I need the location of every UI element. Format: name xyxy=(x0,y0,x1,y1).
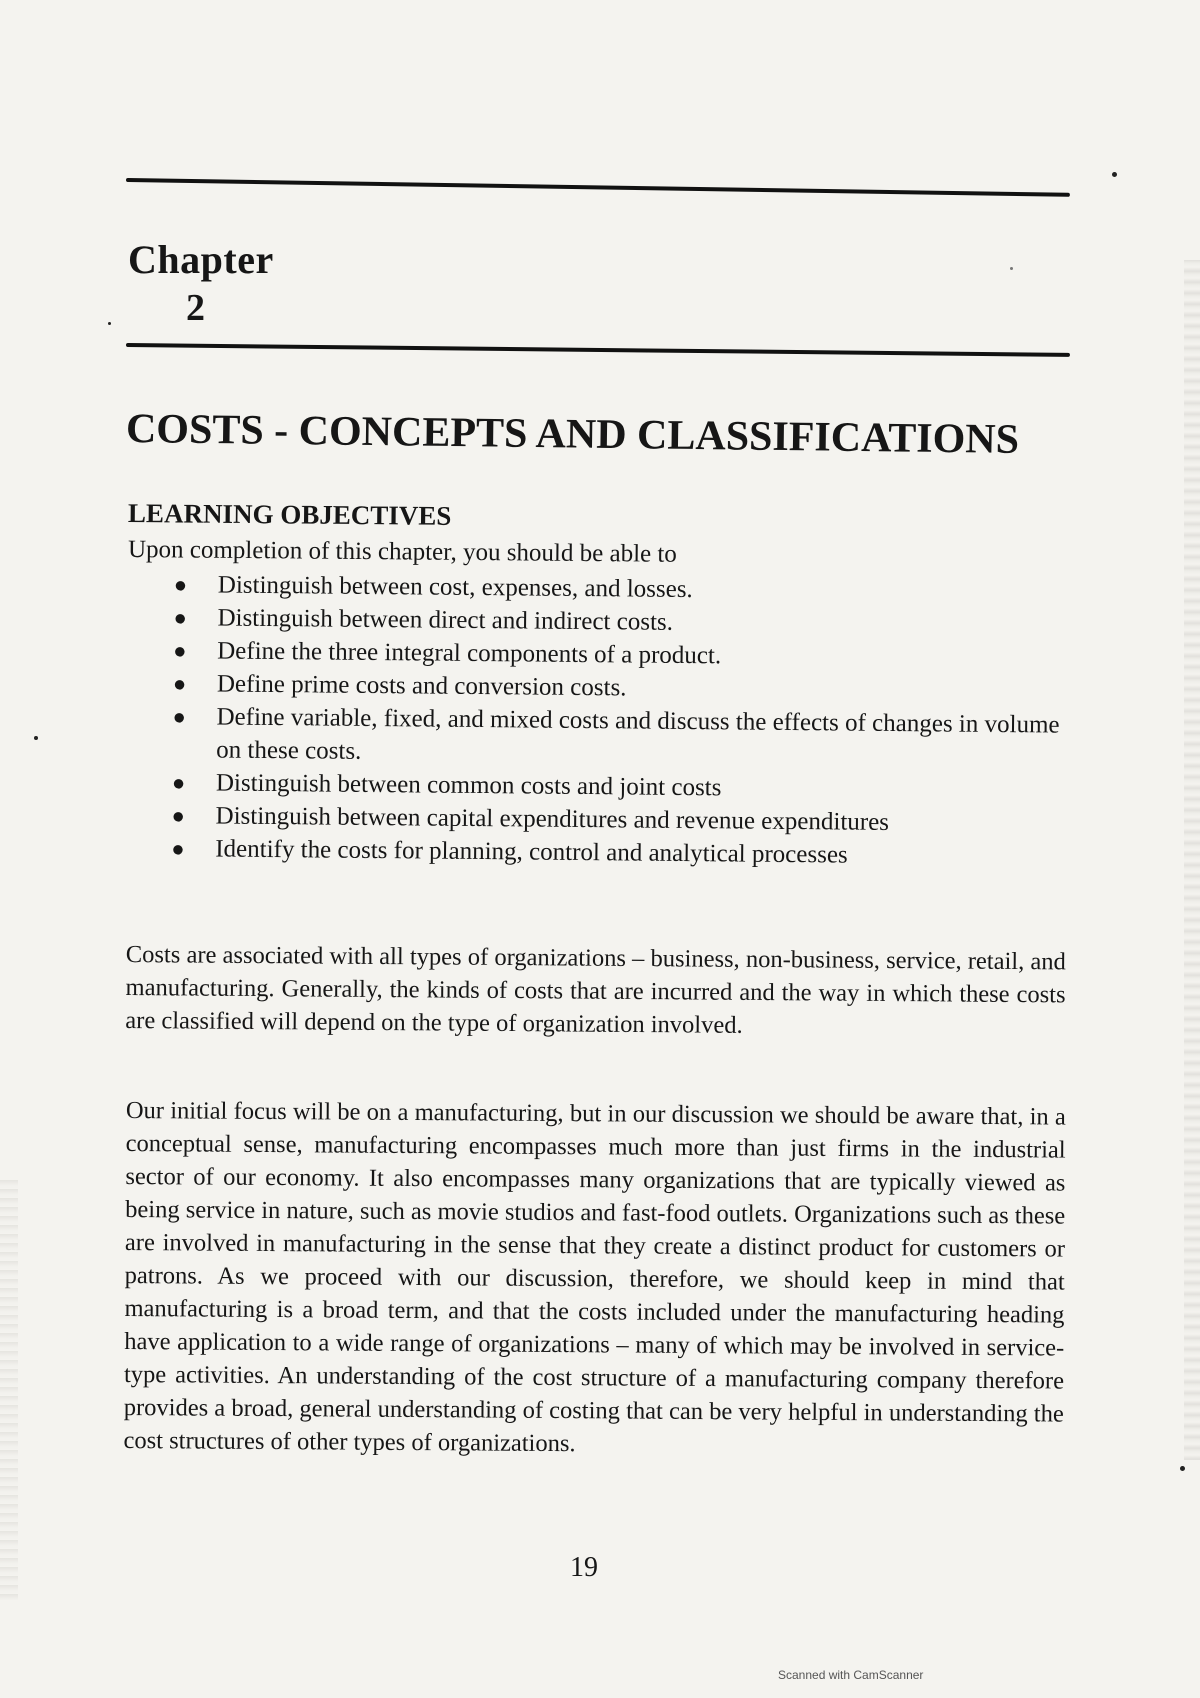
chapter-rule-top xyxy=(126,178,1070,197)
chapter-label: Chapter xyxy=(128,237,274,282)
bullet-icon: ● xyxy=(172,671,187,697)
scan-speck xyxy=(1180,1466,1185,1471)
scanner-watermark: Scanned with CamScanner xyxy=(778,1668,924,1682)
body-paragraph-1: Costs are associated with all types of organizations – business, non-business, service, retail, and manufacturing. Generally, the kinds of costs that are incurred and the way in which these costs are classified will depend on the type of organization involved. xyxy=(125,940,1066,1039)
scan-edge-artifact xyxy=(1184,260,1200,1460)
learning-objectives-list xyxy=(165,568,1068,874)
bullet-icon: ● xyxy=(171,770,186,796)
learning-objectives-heading: LEARNING OBJECTIVES xyxy=(127,498,452,531)
objective-text: Distinguish between common costs and joint costs xyxy=(215,769,722,802)
learning-objectives-intro: Upon completion of this chapter, you should be able to xyxy=(127,536,677,568)
bullet-icon: ● xyxy=(171,836,185,862)
objective-item xyxy=(166,700,1067,775)
bullet-icon: ● xyxy=(173,605,187,631)
objective-text: Distinguish between direct and indirect costs. xyxy=(217,604,674,636)
scan-speck xyxy=(1112,172,1117,177)
objective-text: Distinguish between cost, expenses, and losses. xyxy=(217,571,693,604)
chapter-rule-bottom xyxy=(126,343,1070,357)
chapter-title: COSTS - CONCEPTS AND CLASSIFICATIONS xyxy=(125,406,1020,463)
bullet-icon: ● xyxy=(172,704,186,730)
scan-speck xyxy=(34,736,38,740)
bullet-icon: ● xyxy=(171,803,186,829)
objective-text: Define the three integral components of a product. xyxy=(217,637,722,670)
scan-edge-artifact-left xyxy=(0,1180,18,1600)
chapter-number: 2 xyxy=(186,287,205,329)
bullet-icon: ● xyxy=(173,638,187,664)
scan-speck xyxy=(1010,267,1013,270)
page-number: 19 xyxy=(570,1552,598,1583)
scan-speck xyxy=(108,322,111,325)
body-paragraph-2: Our initial focus will be on a manufacturing, but in our discussion we should be aware that, in a conceptual sense, manufacturing encompasses much more than just firms in the industrial sector of our economy. It also encompasses many organizations that are typically viewed as being service in nature, such as movie studios and fast-food outlets. Organizations such as these are involved in manufacturing in the sense that they create a distinct product for customers or patrons. As we proceed with our discussion, therefore, we should keep in mind that manufacturing is a broad term, and that the costs included under the manufacturing heading have application to a wide range of organizations – many of which may be involved in service-type activities. An understanding of the cost structure of a manufacturing company therefore provides a broad, general understanding of costing that can be very helpful in understanding the cost structures of other types of organizations. xyxy=(123,1096,1066,1458)
objective-text: Define prime costs and conversion costs. xyxy=(216,670,627,702)
bullet-icon: ● xyxy=(173,572,188,598)
objective-text: Distinguish between capital expenditures and revenue expenditures xyxy=(215,802,890,836)
objective-text: Define variable, fixed, and mixed costs and discuss the effects of changes in volume on these costs. xyxy=(216,703,1060,765)
objective-text: Identify the costs for planning, control and analytical processes xyxy=(215,835,848,869)
